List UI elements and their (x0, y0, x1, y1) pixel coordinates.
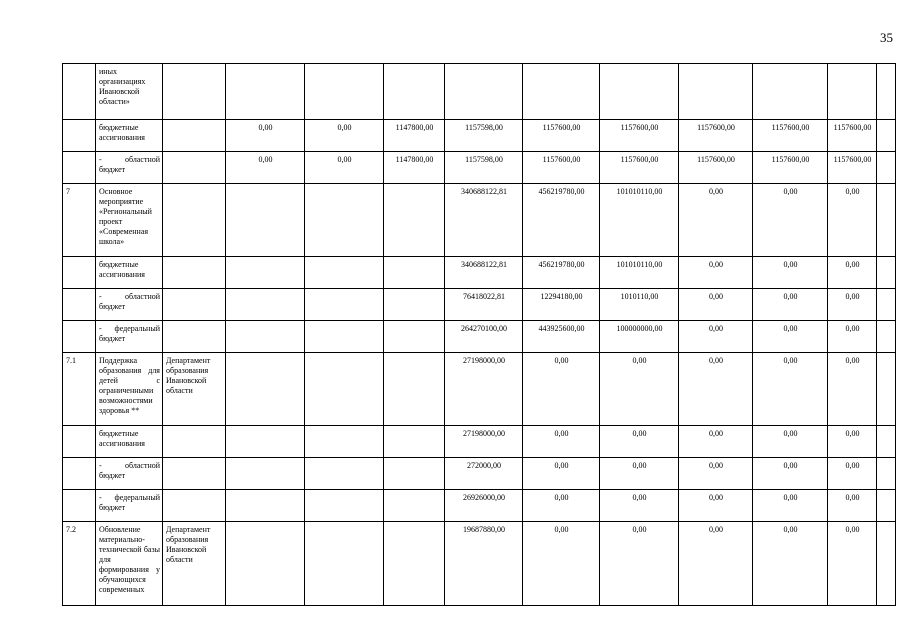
amount-cell: 0,00 (828, 353, 877, 426)
amount-cell: 1157600,00 (828, 152, 877, 184)
amount-cell (877, 458, 896, 490)
amount-cell: 0,00 (753, 426, 828, 458)
amount-cell: 12294180,00 (523, 289, 600, 321)
amount-cell: 0,00 (828, 458, 877, 490)
amount-cell: 1147800,00 (384, 152, 445, 184)
event-name-cell: Обновление материально-технической базы для формирования у обучающихся современных (96, 522, 163, 606)
amount-cell: 0,00 (523, 353, 600, 426)
table-row (63, 490, 896, 522)
row-number-cell (63, 490, 96, 522)
row-number-cell (63, 321, 96, 353)
event-name-cell: - федеральный бюджет (96, 321, 163, 353)
event-name-cell: бюджетные ассигнования (96, 426, 163, 458)
amount-cell: 0,00 (226, 120, 305, 152)
row-number-cell (63, 458, 96, 490)
amount-cell: 0,00 (828, 426, 877, 458)
amount-cell (384, 426, 445, 458)
amount-cell (523, 64, 600, 120)
amount-cell: 0,00 (679, 353, 753, 426)
table-row (63, 458, 896, 490)
amount-cell (384, 353, 445, 426)
executor-cell (163, 152, 226, 184)
amount-cell (226, 64, 305, 120)
amount-cell: 0,00 (679, 289, 753, 321)
amount-cell: 1157598,00 (445, 120, 523, 152)
amount-cell: 1157600,00 (600, 120, 679, 152)
amount-cell: 0,00 (305, 120, 384, 152)
amount-cell: 0,00 (600, 458, 679, 490)
amount-cell (877, 490, 896, 522)
amount-cell: 1010110,00 (600, 289, 679, 321)
event-name-cell: Поддержка образования для детей с ограниченными возможностями здоровья ** (96, 353, 163, 426)
table-row (63, 289, 896, 321)
event-name-cell: - областной бюджет (96, 152, 163, 184)
amount-cell: 0,00 (679, 490, 753, 522)
amount-cell (877, 522, 896, 606)
amount-cell (384, 490, 445, 522)
amount-cell (384, 184, 445, 257)
amount-cell: 0,00 (753, 522, 828, 606)
amount-cell: 0,00 (828, 490, 877, 522)
amount-cell: 340688122,81 (445, 184, 523, 257)
amount-cell: 0,00 (600, 490, 679, 522)
amount-cell (226, 426, 305, 458)
amount-cell: 0,00 (600, 353, 679, 426)
amount-cell: 0,00 (828, 321, 877, 353)
amount-cell: 1157598,00 (445, 152, 523, 184)
amount-cell (305, 64, 384, 120)
row-number-cell (63, 64, 96, 120)
amount-cell: 0,00 (600, 426, 679, 458)
amount-cell (226, 490, 305, 522)
amount-cell (305, 321, 384, 353)
executor-cell: Департамент образования Ивановской области (163, 353, 226, 426)
amount-cell: 0,00 (523, 426, 600, 458)
row-number-cell (63, 257, 96, 289)
amount-cell (305, 522, 384, 606)
amount-cell: 19687880,00 (445, 522, 523, 606)
event-name-cell: иных организациях Ивановской области» (96, 64, 163, 120)
amount-cell: 0,00 (753, 490, 828, 522)
amount-cell (828, 64, 877, 120)
event-name-cell: бюджетные ассигнования (96, 120, 163, 152)
row-number-cell (63, 152, 96, 184)
executor-cell (163, 426, 226, 458)
amount-cell (877, 289, 896, 321)
amount-cell: 0,00 (600, 522, 679, 606)
amount-cell (305, 458, 384, 490)
amount-cell: 76418022,81 (445, 289, 523, 321)
amount-cell: 0,00 (828, 289, 877, 321)
row-number-cell: 7.2 (63, 522, 96, 606)
table-row (63, 257, 896, 289)
amount-cell (877, 64, 896, 120)
amount-cell: 272000,00 (445, 458, 523, 490)
amount-cell (877, 184, 896, 257)
amount-cell (226, 289, 305, 321)
amount-cell: 27198000,00 (445, 353, 523, 426)
amount-cell (877, 257, 896, 289)
amount-cell: 0,00 (753, 184, 828, 257)
amount-cell (384, 64, 445, 120)
amount-cell (384, 257, 445, 289)
amount-cell (877, 321, 896, 353)
row-number-cell: 7.1 (63, 353, 96, 426)
event-name-cell: - федеральный бюджет (96, 490, 163, 522)
executor-cell (163, 184, 226, 257)
amount-cell: 443925600,00 (523, 321, 600, 353)
amount-cell (305, 257, 384, 289)
amount-cell: 1157600,00 (523, 152, 600, 184)
executor-cell (163, 64, 226, 120)
amount-cell (226, 184, 305, 257)
executor-cell (163, 490, 226, 522)
amount-cell: 0,00 (679, 184, 753, 257)
amount-cell: 0,00 (305, 152, 384, 184)
amount-cell (226, 321, 305, 353)
table-row (63, 321, 896, 353)
amount-cell: 0,00 (828, 184, 877, 257)
amount-cell (305, 289, 384, 321)
amount-cell (679, 64, 753, 120)
amount-cell: 1157600,00 (753, 152, 828, 184)
amount-cell (877, 353, 896, 426)
amount-cell (305, 353, 384, 426)
amount-cell: 0,00 (523, 522, 600, 606)
amount-cell: 101010110,00 (600, 184, 679, 257)
amount-cell: 264270100,00 (445, 321, 523, 353)
amount-cell: 0,00 (753, 289, 828, 321)
row-number-cell (63, 289, 96, 321)
amount-cell: 101010110,00 (600, 257, 679, 289)
amount-cell: 0,00 (828, 522, 877, 606)
amount-cell: 456219780,00 (523, 184, 600, 257)
amount-cell (305, 490, 384, 522)
page-number: 35 (880, 30, 893, 45)
table-row (63, 152, 896, 184)
amount-cell (226, 353, 305, 426)
amount-cell (384, 522, 445, 606)
budget-table (62, 63, 896, 606)
amount-cell (226, 257, 305, 289)
amount-cell (384, 321, 445, 353)
row-number-cell (63, 120, 96, 152)
amount-cell: 1157600,00 (753, 120, 828, 152)
event-name-cell: бюджетные ассигнования (96, 257, 163, 289)
amount-cell: 1157600,00 (523, 120, 600, 152)
amount-cell (877, 152, 896, 184)
amount-cell: 1147800,00 (384, 120, 445, 152)
amount-cell (877, 120, 896, 152)
amount-cell: 0,00 (679, 458, 753, 490)
amount-cell: 0,00 (753, 458, 828, 490)
amount-cell (384, 458, 445, 490)
amount-cell: 340688122,81 (445, 257, 523, 289)
executor-cell (163, 120, 226, 152)
amount-cell: 456219780,00 (523, 257, 600, 289)
amount-cell (753, 64, 828, 120)
amount-cell: 0,00 (753, 321, 828, 353)
amount-cell: 1157600,00 (828, 120, 877, 152)
amount-cell: 0,00 (523, 458, 600, 490)
amount-cell: 0,00 (679, 321, 753, 353)
amount-cell: 1157600,00 (600, 152, 679, 184)
table-row (63, 184, 896, 257)
amount-cell (226, 458, 305, 490)
table-body (63, 64, 896, 606)
amount-cell: 0,00 (679, 426, 753, 458)
executor-cell (163, 458, 226, 490)
amount-cell (226, 522, 305, 606)
executor-cell (163, 289, 226, 321)
amount-cell: 0,00 (523, 490, 600, 522)
amount-cell: 26926000,00 (445, 490, 523, 522)
amount-cell: 0,00 (753, 353, 828, 426)
event-name-cell: - областной бюджет (96, 289, 163, 321)
amount-cell (305, 184, 384, 257)
amount-cell: 0,00 (226, 152, 305, 184)
amount-cell: 0,00 (679, 257, 753, 289)
executor-cell: Департамент образования Ивановской области (163, 522, 226, 606)
amount-cell: 100000000,00 (600, 321, 679, 353)
amount-cell (305, 426, 384, 458)
executor-cell (163, 257, 226, 289)
event-name-cell: - областной бюджет (96, 458, 163, 490)
amount-cell (384, 289, 445, 321)
table-row (63, 353, 896, 426)
table-row (63, 64, 896, 120)
table-row (63, 426, 896, 458)
row-number-cell: 7 (63, 184, 96, 257)
event-name-cell: Основное мероприятие «Региональный проект «Современная школа» (96, 184, 163, 257)
amount-cell: 27198000,00 (445, 426, 523, 458)
row-number-cell (63, 426, 96, 458)
table-row (63, 522, 896, 606)
amount-cell: 0,00 (753, 257, 828, 289)
amount-cell: 1157600,00 (679, 152, 753, 184)
amount-cell: 1157600,00 (679, 120, 753, 152)
amount-cell (600, 64, 679, 120)
amount-cell: 0,00 (828, 257, 877, 289)
amount-cell (445, 64, 523, 120)
amount-cell (877, 426, 896, 458)
table-row (63, 120, 896, 152)
executor-cell (163, 321, 226, 353)
amount-cell: 0,00 (679, 522, 753, 606)
